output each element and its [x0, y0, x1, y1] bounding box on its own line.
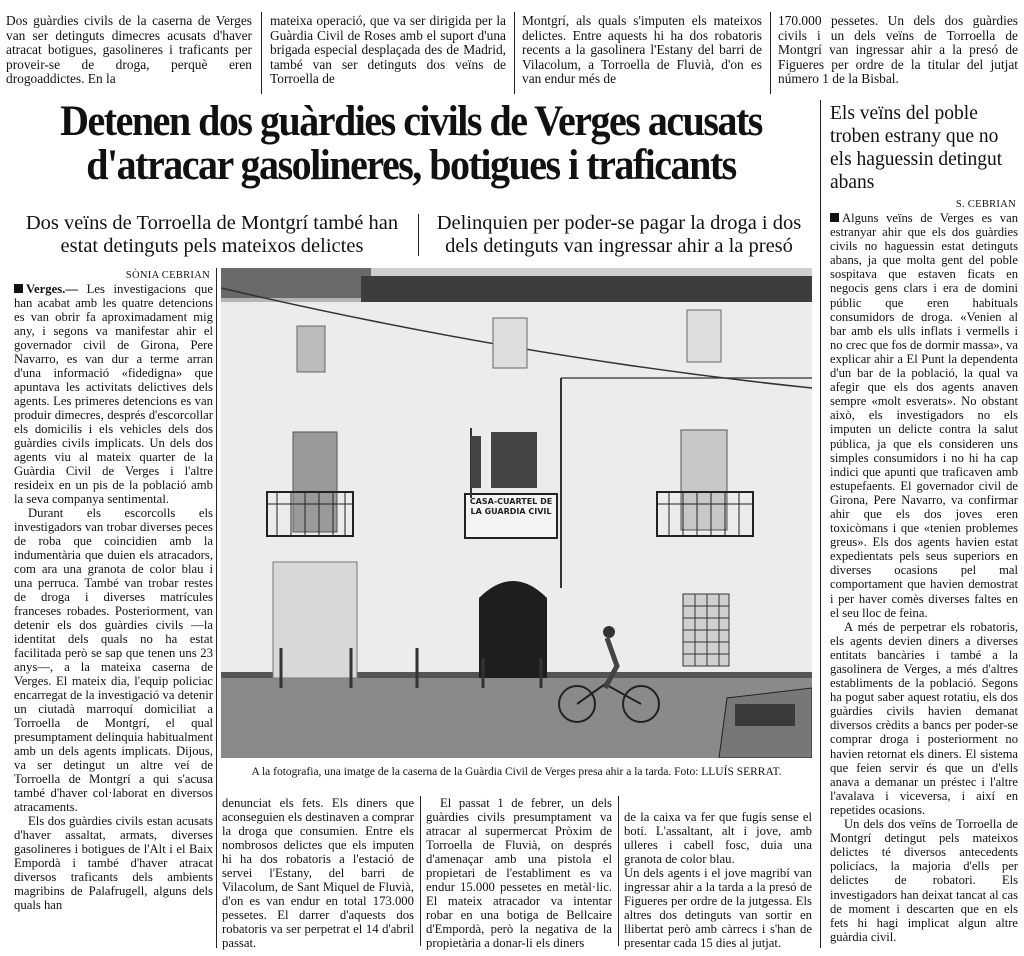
headline: Detenen dos guàrdies civils de Verges acusats d'atracar gasolineres, botigues i traficants — [60, 98, 762, 189]
bottom-paragraph: El passat 1 de febrer, un dels guàrdies civils presumptament va atracar al supermercat Pròxim de Torroella de Fluvià, on després d'amenaçar amb una pistola el propietari de l'establiment es va endur 15.000 pessetes en metàl·lic. El mateix atracador va intentar robar en una botiga de Bellcaire d'Empordà, però la negativa de la propietària a donar-li els diners — [426, 796, 612, 950]
left-paragraph: Els dos guàrdies civils estan acusats d'haver assaltat, armats, diverses gasolineres i botigues de l'Alt i el Baix Empordà i també d'haver atracat diversos traficants dels ambients magribins de Palafrugell, alguns dels quals han — [14, 814, 213, 912]
bottom-paragraph: de la caixa va fer que fugís sense el botí. L'assaltant, alt i jove, amb ulleres i cabell fosc, duia una granota de color blau. Un dels agents i el jove magribí van ingressar ahir a la tarda a la presó de Figueres per ordre de la jutgessa. Els altres dos detinguts van sortir en llibertat però amb càrrecs i s'han de presentar cada 15 dies al jutjat. — [624, 810, 812, 950]
column-rule — [216, 268, 217, 948]
column-rule — [618, 796, 619, 946]
sidebar-body — [830, 211, 1018, 951]
bottom-paragraph: denunciat els fets. Els diners que aconseguien els destinaven a comprar la droga que consumien. Entre els nombrosos delictes que els imputen hi ha dos robatoris a l'estació de servei l'Estany, del barri de Vilacolum, de Sant Miquel de Fluvià, d'on es van endur en total 173.000 pessetes. El darrer d'aquests dos robatoris va ser perpetrat el 14 d'abril passat. — [222, 796, 414, 950]
top-column-2: mateixa operació, que va ser dirigida per la Guàrdia Civil de Roses amb el suport d'una brigada especial desplaçada des de Madrid, també van ser detinguts dos veïns de Torroella de — [270, 14, 506, 87]
sidebar-headline: Els veïns del poble troben estrany que no els haguessin detingut abans — [830, 103, 1003, 193]
bottom-column-2 — [426, 796, 612, 950]
top-column-4: 170.000 pessetes. Un dels dos guàrdies civils i un dels veïns de Torroella de Montgrí van ingressar ahir a la presó de Figueres per ordre de la titular del jutjat número 1 de la Bisbal. — [778, 14, 1018, 87]
dateline: Verges.— — [26, 282, 79, 296]
column-rule — [420, 796, 421, 946]
subhead-rule — [418, 214, 419, 256]
left-paragraph: Durant els escorcolls els investigadors van trobar diverses peces de roba que coincidien amb la indumentària que duien els atracadors, com ara una granota de color blau i una perruca. També van trobar restes de droga i diverses matrícules franceses robades. Posteriorment, van detenir els dos guàrdies civils —la identitat dels quals no ha estat facilitada però se sap que tenen uns 23 anys—, a la mateixa caserna de Verges. El mateix dia, l'equip policiac encarregat de la investigació va detenir un ciutadà marroquí domiciliat a Torroella de Montgrí, el qual presumptament delinquia habitualment amb un dels agents implicats. Dijous, va ser detingut un altre veí de Torroella de Montgrí a qui s'acusa també d'haver col·laborat en diversos atracaments. — [14, 506, 213, 814]
bullet-square — [14, 284, 23, 293]
sidebar-paragraph: A més de perpetrar els robatoris, els agents devien diners a diverses entitats bancàries i també a la gasolinera de Verges, a més d'altres establiments de la població. Segons ha pogut saber aquest rotatiu, els dos guàrdies civils havien demanat diversos crèdits a bancs per poder-se comprar droga i posteriorment no havien retornat els diners. El sistema que feien servir és que un d'ells anava a demanar un préstec i l'altre l'avalava i viceversa, i així en repetides ocasions. — [830, 619, 1018, 817]
left-column — [14, 282, 213, 950]
sidebar-paragraph: Un dels dos veïns de Torroella de Montgrí detingut pels mateixos delictes té diversos antecedents policíacs, la majoria d'ells per delictes de robatori. Els investigadors han deixat tancat al cas de moment i descarten que en els fets hi hagi implicat algun altre guàrdia civil. — [830, 817, 1018, 944]
subhead-right: Delinquien per poder-se pagar la droga i dos dels detinguts van ingressar ahir a la presó — [436, 212, 802, 257]
column-rule — [514, 12, 515, 94]
sidebar-rule — [820, 100, 821, 948]
bottom-column-1 — [222, 796, 414, 950]
photo-caption: A la fotografia, una imatge de la caserna de la Guàrdia Civil de Verges presa ahir a la tarda. Foto: LLUÍS SERRAT. — [251, 766, 782, 778]
sidebar-paragraph: Alguns veïns de Verges es van estranyar ahir que els dos guàrdies civils no haguessin estat detinguts abans, ja que molta gent del poble sospitava que estaven ficats en negocis gens clars i era de domini públic que eren habituals consumidors de droga. «Venien al bar amb els ulls inflats i vermells i no crec que fos de dormir massa», va explicar ahir a El Punt la dependenta d'un bar de la població, la qual va afegir que els dos agents anaven sempre «molt esverats». No obstant això, els investigadors no els imputen un delicte contra la salut pública, ja que els consideren uns simples consumidors i no hi ha cap indici que apunti que traficaven amb estupefaents. El governador civil de Girona, Pere Navarro, va confirmar ahir que els dos joves eren toxicòmans i que «tenien problemes greus». Els dos agents havien estat expedientats pels seus superiors en diverses ocasions pel mal comportament que havien demostrat i per haver comès diverses faltes en el seu lloc de feina. — [830, 211, 1018, 620]
sidebar-byline: S. CEBRIAN — [955, 199, 1016, 210]
column-rule — [261, 12, 262, 94]
column-rule — [770, 12, 771, 94]
bullet-square — [830, 213, 839, 222]
main-byline: SÒNIA CEBRIAN — [125, 270, 210, 281]
subhead-left: Dos veïns de Torroella de Montgrí també han estat detinguts pels mateixos delictes — [25, 212, 399, 257]
left-paragraph: Les investigacions que han acabat amb les quatre detencions es van obrir fa aproximadament mig any, i segons va manifestar ahir el governador civil de Girona, Pere Navarro, es van dur a terme arran d'una informació «fidedigna» que apuntava les activitats delictives dels agents. Les primeres detencions es van produir dimecres, després d'escorcollar els domicilis i els vehicles dels dos guàrdies civils implicats. Un dels dos agents viu al mateix quarter de la Guàrdia Civil de Verges i l'altre resideix en un pis de la població amb la seva companya sentimental. — [14, 282, 213, 506]
top-column-3: Montgrí, als quals s'imputen els mateixos delictes. Entre aquests hi ha dos robatoris recents a la gasolinera l'Estany del barri de Vilacolum, a Torroella de Fluvià, d'on es van endur més de — [522, 14, 762, 87]
top-column-1: Dos guàrdies civils de la caserna de Verges van ser detinguts dimecres acusats d'haver atracat botigues, gasolineres i traficants per proveir-se de droga, perquè eren drogoaddictes. En la — [6, 14, 252, 87]
barracks-photo — [221, 268, 812, 758]
bottom-column-3 — [624, 796, 812, 950]
photo-sign: CASA-CUARTEL DE LA GUARDIA CIVIL — [469, 497, 553, 516]
